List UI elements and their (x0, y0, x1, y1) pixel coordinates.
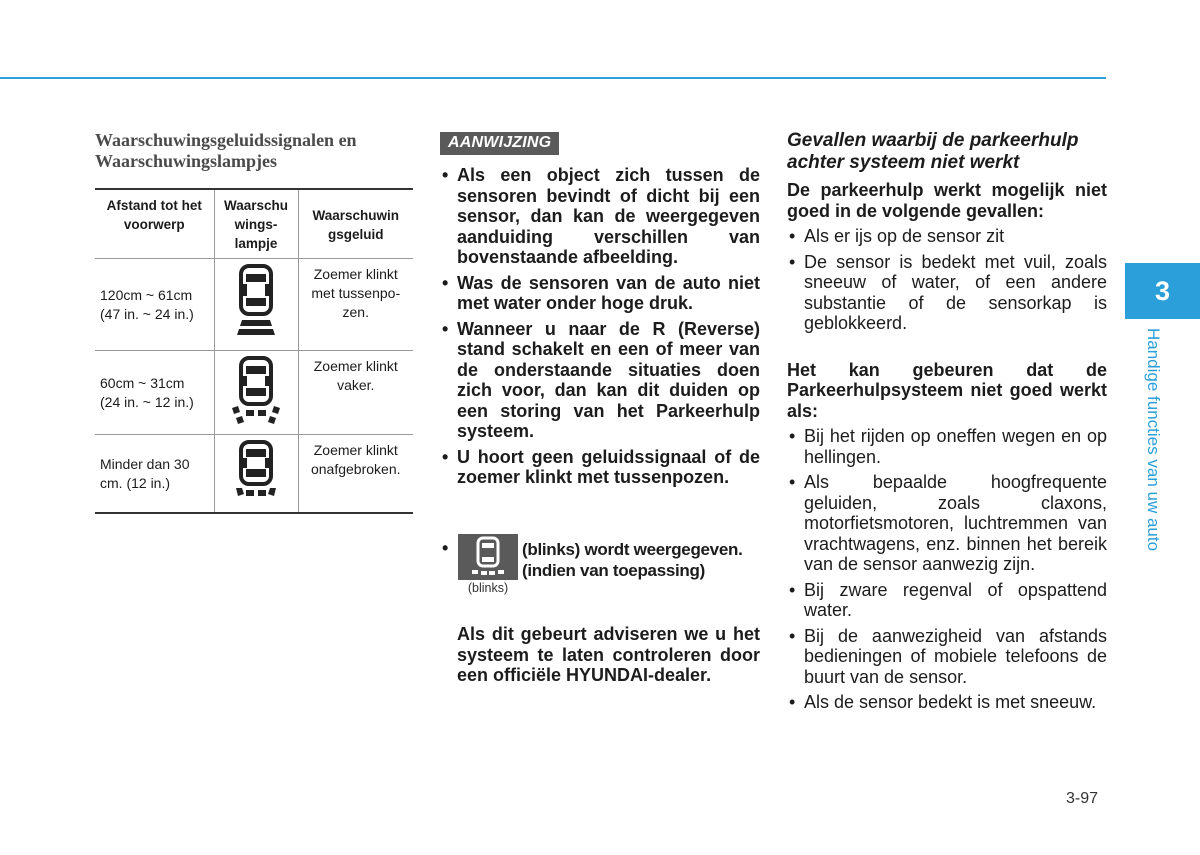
distance-line2: (47 in. ~ 24 in.) (100, 305, 194, 322)
list-item: • Was de sensoren van de auto niet met water onder hoge druk. (440, 273, 760, 314)
table-header-row (95, 189, 413, 259)
table-row (95, 351, 413, 435)
column-limitations (787, 130, 1107, 718)
list-item: • Als er ijs op de sensor zit (787, 226, 1107, 247)
list-item: • Als bepaalde hoogfrequente geluiden, zoals claxons, motorfietsmotoren, luchtremmen van vrachtwagens, enz. binnen het bereik van de sensor aanwezig zijn. (787, 472, 1107, 575)
list-item: • Bij de aanwezigheid van afstands bedieningen of mobiele telefoons de buurt van de sensor. (787, 626, 1107, 688)
bullet-icon: • (442, 538, 449, 558)
lamp-cell (214, 351, 298, 435)
chapter-tab: 3 (1125, 263, 1200, 319)
table-row (95, 259, 413, 351)
header-distance: Afstand tot het voorwerp (106, 198, 202, 232)
section-title-line2: Waarschuwingslampjes (95, 151, 278, 171)
list-item: • Bij zware regenval of opspattend water. (787, 580, 1107, 621)
column-warning-signals (95, 130, 413, 491)
sound-cell: Zoemer klinkt vaker. (298, 351, 413, 435)
header-lamp: Waarschu wings-lampje (214, 189, 298, 259)
distance-line1: Minder dan 30 (100, 455, 190, 472)
parking-sensor-far-icon (224, 262, 288, 347)
malfunction-subtitle: Het kan gebeuren dat de Parkeerhulpsysteem niet goed werkt als: (787, 359, 1107, 421)
distance-line1: 120cm ~ 61cm (100, 286, 193, 303)
sound-cell: Zoemer klinkt onafgebroken. (298, 435, 413, 514)
limitations-title: Gevallen waarbij de parkeerhulp achter systeem niet werkt (787, 130, 1079, 173)
list-item: • De sensor is bedekt met vuil, zoals sneeuw of water, of een andere substantie of de sensorkap is geblokkeerd. (787, 252, 1107, 334)
distance-cell (95, 259, 214, 351)
list-item: • Bij het rijden op oneffen wegen en op hellingen. (787, 426, 1107, 467)
table-row (95, 435, 413, 514)
distance-line2: (24 in. ~ 12 in.) (100, 393, 194, 410)
distance-line1: 60cm ~ 31cm (100, 374, 185, 391)
blink-text-line2: (indien van toepassing) (522, 561, 705, 580)
section-title (95, 130, 413, 172)
limitations-list (787, 226, 1107, 334)
section-title-line1: Waarschuwingsgeluidssignalen en (95, 130, 357, 150)
note-list (440, 165, 760, 488)
blink-text (522, 539, 762, 581)
parking-sensor-close-icon (224, 438, 288, 509)
top-rule (0, 77, 1106, 79)
page-number: 3-97 (1066, 790, 1099, 807)
list-item: • U hoort geen geluidssignaal of de zoemer klinkt met tussenpozen. (440, 447, 760, 488)
blink-text-line1: (blinks) wordt weergegeven. (522, 540, 743, 559)
distance-cell (95, 351, 214, 435)
dealer-advice: Als dit gebeurt adviseren we u het systeem te laten controleren door een officiële HYUNDAI-dealer. (457, 624, 760, 685)
lamp-cell (214, 259, 298, 351)
sound-cell: Zoemer klinkt met tussenpo-zen. (298, 259, 413, 351)
list-item: • Wanneer u naar de R (Reverse) stand schakelt en een of meer van de onderstaande situaties doen zich voor, dan kan dit duiden op een storing van het Parkeerhulp systeem. (440, 319, 760, 442)
chapter-label: Handige functies van uw auto (1144, 328, 1163, 552)
lamp-cell (214, 435, 298, 514)
column-note (440, 132, 760, 685)
note-label: AANWIJZING (440, 132, 559, 155)
list-item: • Als een object zich tussen de sensoren bevindt of dicht bij een sensor, dan kan de weergegeven aanduiding verschillen van bovenstaande afbeelding. (440, 165, 760, 268)
distance-line2: cm. (12 in.) (100, 474, 171, 491)
blink-caption: (blinks) (467, 581, 509, 595)
warning-table (95, 188, 413, 514)
header-sound: Waarschuwin gsgeluid (298, 189, 413, 259)
list-item: • Als de sensor bedekt is met sneeuw. (787, 692, 1107, 713)
parking-sensor-middle-icon (224, 354, 288, 431)
parking-sensor-blink-icon (458, 534, 518, 580)
limitations-subtitle: De parkeerhulp werkt mogelijk niet goed in de volgende gevallen: (787, 180, 1107, 221)
malfunction-list (787, 426, 1107, 713)
distance-cell (95, 435, 214, 514)
